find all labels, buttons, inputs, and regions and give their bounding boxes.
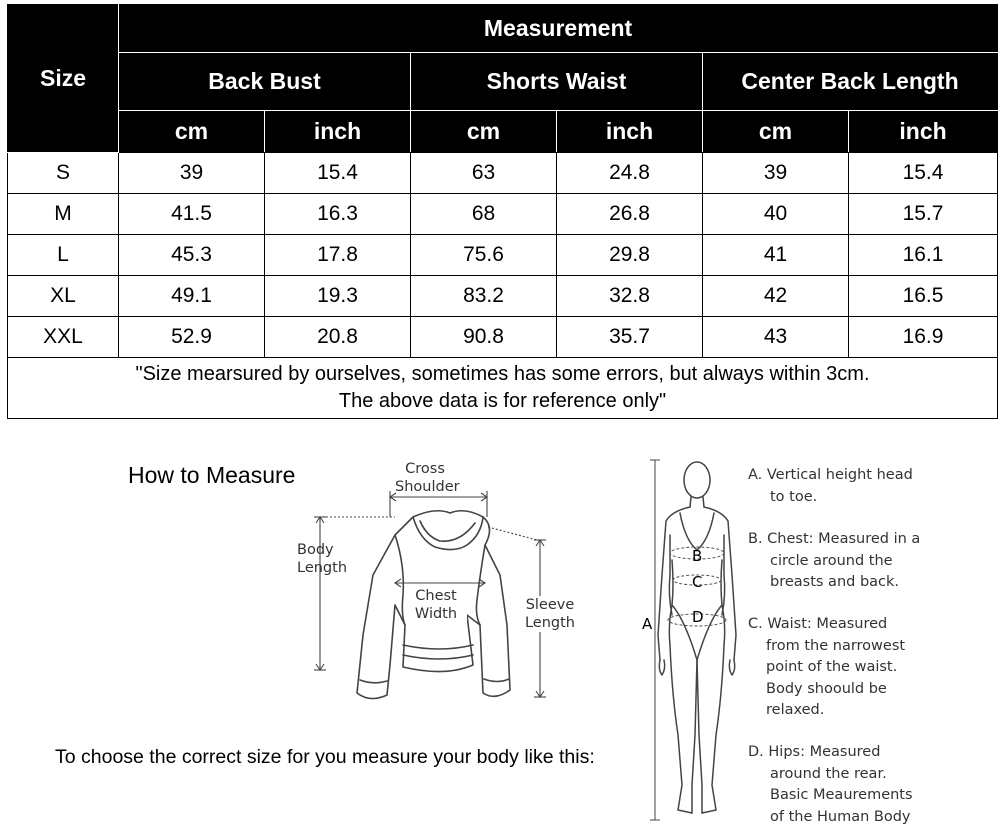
unit-header: cm	[703, 111, 849, 153]
value-cell: 16.9	[849, 317, 998, 358]
value-cell: 75.6	[411, 235, 557, 276]
marker-b: B	[692, 547, 703, 565]
value-cell: 41.5	[119, 194, 265, 235]
body-length-label: Body Length	[297, 542, 348, 576]
sleeve-length-label: Sleeve Length	[519, 596, 581, 632]
reference-note	[8, 358, 998, 419]
note-row	[8, 358, 998, 419]
value-cell: 16.1	[849, 235, 998, 276]
size-cell: XXL	[8, 317, 119, 358]
legend-height: A. Vertical height head to toe.	[748, 467, 913, 505]
legend-chest: B. Chest: Measured in a circle around the breasts and back.	[748, 531, 921, 590]
value-cell: 17.8	[265, 235, 411, 276]
value-cell: 19.3	[265, 276, 411, 317]
group-header-center-back-length: Center Back Length	[703, 53, 998, 111]
note-line: "Size mearsured by ourselves, sometimes has some errors, but always within 3cm.	[135, 363, 870, 385]
value-cell: 16.3	[265, 194, 411, 235]
chest-width-label: Chest Width	[405, 587, 467, 623]
value-cell: 90.8	[411, 317, 557, 358]
how-to-measure-title: How to Measure	[128, 462, 296, 488]
legend-waist: C. Waist: Measured from the narrowest point of the waist. Body shoould be relaxed.	[748, 616, 906, 718]
value-cell: 15.4	[849, 153, 998, 194]
table-row	[8, 317, 998, 358]
garment-diagram	[295, 455, 595, 715]
measurement-header: Measurement	[119, 5, 998, 53]
value-cell: 42	[703, 276, 849, 317]
unit-header: cm	[119, 111, 265, 153]
group-header-back-bust: Back Bust	[119, 53, 411, 111]
value-cell: 49.1	[119, 276, 265, 317]
marker-c: C	[692, 573, 703, 591]
value-cell: 16.5	[849, 276, 998, 317]
size-cell: M	[8, 194, 119, 235]
value-cell: 41	[703, 235, 849, 276]
instruction-text: To choose the correct size for you measure your body like this:	[55, 746, 595, 768]
value-cell: 68	[411, 194, 557, 235]
legend-hips: D. Hips: Measured around the rear. Basic Meaurements of the Human Body	[748, 744, 913, 825]
value-cell: 43	[703, 317, 849, 358]
value-cell: 40	[703, 194, 849, 235]
unit-header: cm	[411, 111, 557, 153]
table-row	[8, 235, 998, 276]
marker-d: D	[692, 608, 704, 626]
value-cell: 26.8	[557, 194, 703, 235]
value-cell: 20.8	[265, 317, 411, 358]
value-cell: 35.7	[557, 317, 703, 358]
marker-a: A	[642, 615, 653, 633]
value-cell: 24.8	[557, 153, 703, 194]
table-row	[8, 276, 998, 317]
size-cell: S	[8, 153, 119, 194]
value-cell: 39	[119, 153, 265, 194]
table-row	[8, 153, 998, 194]
size-chart-table	[7, 4, 998, 419]
unit-header: inch	[849, 111, 998, 153]
unit-header: inch	[265, 111, 411, 153]
value-cell: 83.2	[411, 276, 557, 317]
cross-shoulder-label: Cross Shoulder	[395, 461, 460, 495]
value-cell: 39	[703, 153, 849, 194]
value-cell: 52.9	[119, 317, 265, 358]
human-body-illustration	[640, 455, 740, 830]
value-cell: 29.8	[557, 235, 703, 276]
group-header-shorts-waist: Shorts Waist	[411, 53, 703, 111]
value-cell: 63	[411, 153, 557, 194]
value-cell: 15.7	[849, 194, 998, 235]
body-figure	[640, 455, 740, 830]
note-line: The above data is for reference only"	[338, 390, 667, 412]
value-cell: 32.8	[557, 276, 703, 317]
unit-header: inch	[557, 111, 703, 153]
value-cell: 15.4	[265, 153, 411, 194]
size-cell: XL	[8, 276, 119, 317]
value-cell: 45.3	[119, 235, 265, 276]
table-row	[8, 194, 998, 235]
size-header: Size	[8, 5, 119, 153]
size-cell: L	[8, 235, 119, 276]
